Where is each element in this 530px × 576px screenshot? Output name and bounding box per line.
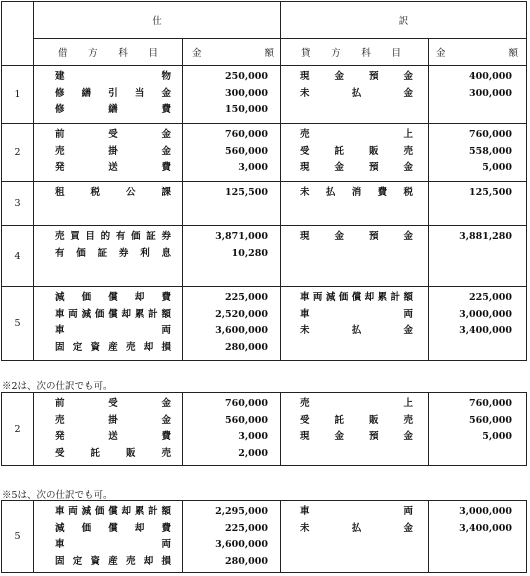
credit-amount: 5,000 xyxy=(482,431,512,442)
credit-account: 売上 xyxy=(300,129,413,140)
debit-amount: 560,000 xyxy=(225,414,268,426)
debit-account: 有価証券利息 xyxy=(55,247,171,259)
credit-amounts xyxy=(429,226,527,287)
debit-accounts xyxy=(34,226,183,287)
credit-accounts xyxy=(281,124,429,182)
debit-account: 固定資産売却損 xyxy=(55,341,171,353)
credit-accounts xyxy=(281,287,429,361)
debit-amount: 2,295,000 xyxy=(215,506,268,517)
credit-account: 売上 xyxy=(300,398,413,409)
debit-account: 修繕引当金 xyxy=(55,87,171,99)
credit-amount: 125,500 xyxy=(469,187,512,198)
debit-account: 車両 xyxy=(55,325,171,336)
credit-accounts xyxy=(281,501,429,573)
debit-amounts xyxy=(183,182,281,226)
credit-account: 車両 xyxy=(300,506,413,517)
debit-amount: 2,520,000 xyxy=(215,308,268,320)
debit-account: 車両減価償却累計額 xyxy=(55,506,171,517)
debit-account: 売掛金 xyxy=(55,145,171,157)
entry-number: 1 xyxy=(2,66,34,124)
entry-row xyxy=(2,182,527,226)
credit-account: 現金預金 xyxy=(300,71,413,82)
debit-account: 建物 xyxy=(55,71,171,82)
debit-accounts xyxy=(34,66,183,124)
credit-accounts xyxy=(281,182,429,226)
debit-amount: 250,000 xyxy=(225,71,268,82)
debit-amount: 760,000 xyxy=(225,129,268,140)
debit-amount: 3,000 xyxy=(238,431,268,442)
note-text-2: ※2は、次の仕訳でも可。 xyxy=(2,381,113,392)
credit-amounts xyxy=(429,66,527,124)
header-wake: 訳 xyxy=(281,2,527,39)
debit-amounts xyxy=(183,287,281,361)
debit-amount: 280,000 xyxy=(225,341,268,353)
debit-account: 修繕費 xyxy=(55,104,171,115)
entry-number: 2 xyxy=(2,393,34,466)
debit-amount: 560,000 xyxy=(225,145,268,157)
note-text-5: ※5は、次の仕訳でも可。 xyxy=(2,490,113,501)
entry-number: 5 xyxy=(2,501,34,573)
entry-number: 3 xyxy=(2,182,34,226)
entry-row xyxy=(2,66,527,124)
debit-account: 減価償却費 xyxy=(55,522,171,534)
header-debit-amount: 金 額 xyxy=(183,39,281,66)
header-credit-amount: 金 額 xyxy=(429,39,527,66)
debit-amount: 300,000 xyxy=(225,87,268,99)
credit-account: 現金預金 xyxy=(300,431,413,442)
debit-account: 車両減価償却累計額 xyxy=(55,308,171,320)
credit-account: 未払金 xyxy=(300,325,413,336)
debit-accounts xyxy=(34,501,183,573)
debit-amount: 3,600,000 xyxy=(215,539,268,550)
debit-amounts xyxy=(183,226,281,287)
debit-amounts xyxy=(183,66,281,124)
credit-amount: 3,000,000 xyxy=(459,506,512,517)
credit-amount: 3,000,000 xyxy=(459,308,512,320)
credit-amounts xyxy=(429,501,527,573)
credit-accounts xyxy=(281,66,429,124)
credit-account: 未払消費税 xyxy=(300,187,413,198)
entry-row xyxy=(2,287,527,361)
alt-journal-table-2 xyxy=(1,392,527,466)
credit-account: 未払金 xyxy=(300,522,413,534)
credit-amount: 760,000 xyxy=(469,129,512,140)
entry-number: 4 xyxy=(2,226,34,287)
credit-account: 受託販売 xyxy=(300,145,413,157)
debit-account: 売買目的有価証券 xyxy=(55,231,171,242)
debit-account: 受託販売 xyxy=(55,447,171,459)
header-credit-account: 貸 方 科 目 xyxy=(281,39,429,66)
header-debit-account: 借 方 科 目 xyxy=(34,39,183,66)
credit-amount: 5,000 xyxy=(482,162,512,173)
credit-amounts xyxy=(429,287,527,361)
debit-account: 前受金 xyxy=(55,129,171,140)
debit-account: 車両 xyxy=(55,539,171,550)
credit-amount: 760,000 xyxy=(469,398,512,409)
debit-amounts xyxy=(183,501,281,573)
credit-amount: 558,000 xyxy=(469,145,512,157)
debit-account: 売掛金 xyxy=(55,414,171,426)
credit-account: 未払金 xyxy=(300,87,413,99)
entry-number: 2 xyxy=(2,124,34,182)
debit-accounts xyxy=(34,124,183,182)
credit-amount: 3,400,000 xyxy=(459,522,512,534)
credit-amount: 225,000 xyxy=(469,292,512,303)
debit-amount: 3,600,000 xyxy=(215,325,268,336)
credit-accounts xyxy=(281,393,429,466)
debit-account: 発送費 xyxy=(55,431,171,442)
debit-amount: 2,000 xyxy=(238,447,268,459)
header-blank-cell xyxy=(2,2,34,66)
credit-account: 現金預金 xyxy=(300,231,413,242)
debit-account: 前受金 xyxy=(55,398,171,409)
journal-table xyxy=(1,1,527,361)
credit-amount: 400,000 xyxy=(469,71,512,82)
credit-amount: 560,000 xyxy=(469,414,512,426)
debit-amount: 3,871,000 xyxy=(215,231,268,242)
debit-amount: 3,000 xyxy=(238,162,268,173)
credit-amounts xyxy=(429,182,527,226)
debit-amount: 760,000 xyxy=(225,398,268,409)
credit-amount: 300,000 xyxy=(469,87,512,99)
credit-amount: 3,400,000 xyxy=(459,325,512,336)
debit-amounts xyxy=(183,124,281,182)
credit-amounts xyxy=(429,124,527,182)
debit-amount: 280,000 xyxy=(225,555,268,567)
credit-amounts xyxy=(429,393,527,466)
credit-account: 車両減価償却累計額 xyxy=(300,292,413,303)
debit-amount: 10,280 xyxy=(231,247,268,259)
debit-amount: 225,000 xyxy=(225,292,268,303)
credit-amount: 3,881,280 xyxy=(459,231,512,242)
debit-account: 発送費 xyxy=(55,162,171,173)
debit-amounts xyxy=(183,393,281,466)
entry-row xyxy=(2,393,527,466)
credit-accounts xyxy=(281,226,429,287)
header-shi: 仕 xyxy=(34,2,281,39)
entry-row xyxy=(2,501,527,573)
debit-amount: 125,500 xyxy=(225,187,268,198)
credit-account: 車両 xyxy=(300,308,413,320)
entry-row xyxy=(2,124,527,182)
debit-account: 固定資産売却損 xyxy=(55,555,171,567)
credit-account: 受託販売 xyxy=(300,414,413,426)
debit-amount: 150,000 xyxy=(225,104,268,115)
debit-amount: 225,000 xyxy=(225,522,268,534)
entry-number: 5 xyxy=(2,287,34,361)
entry-row xyxy=(2,226,527,287)
debit-accounts xyxy=(34,182,183,226)
debit-account: 租税公課 xyxy=(55,187,171,198)
credit-account: 現金預金 xyxy=(300,162,413,173)
debit-account: 減価償却費 xyxy=(55,292,171,303)
debit-accounts xyxy=(34,287,183,361)
alt-journal-table-5 xyxy=(1,500,527,573)
debit-accounts xyxy=(34,393,183,466)
